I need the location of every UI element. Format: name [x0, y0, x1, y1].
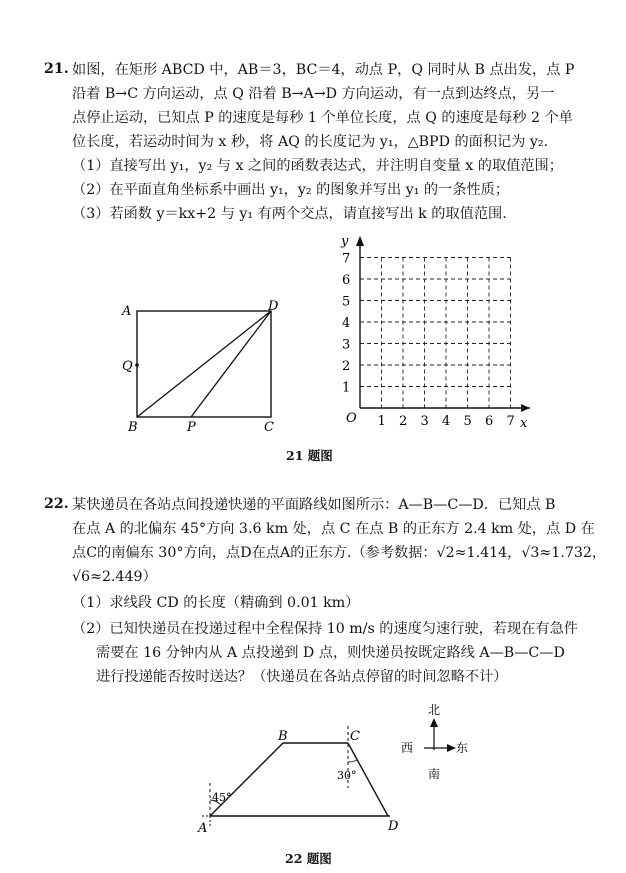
label-b: B	[128, 420, 138, 435]
y-tick-label: 6	[342, 273, 351, 288]
y-tick-label: 4	[342, 316, 351, 331]
q21-line-2: 沿着 B→C 方向运动，点 Q 沿着 B→A→D 方向运动，有一点到达终点，另一	[72, 86, 555, 102]
label-d: D	[268, 299, 279, 314]
q21-line-3: 点停止运动，已知点 P 的速度是每秒 1 个单位长度，点 Q 的速度是每秒 2 个单	[72, 110, 573, 126]
x-axis-label: x	[520, 416, 528, 431]
q21-caption: 21 题图	[286, 448, 333, 463]
x-tick-label: 1	[377, 414, 386, 429]
y-tick-label: 5	[342, 294, 351, 310]
label-a: A	[198, 821, 208, 836]
q21-part-2: （2）在平面直角坐标系中画出 y₁，y₂ 的图象并写出 y₁ 的一条性质；	[72, 182, 510, 198]
q22-part-2: （2）已知快递员在投递过程中全程保持 10 m/s 的速度匀速行驶，若现在有急件	[72, 621, 578, 637]
compass-rose	[396, 702, 476, 782]
angle-arc-c	[348, 760, 357, 762]
x-axis-arrow-icon	[521, 404, 530, 412]
angle-label-c: 30°	[337, 769, 357, 782]
point-q	[135, 363, 139, 367]
label-d: D	[388, 819, 399, 834]
label-c: C	[264, 420, 274, 435]
q22-part-2-cont-1: 需要在 16 分钟内从 A 点投递到 D 点，则快递员按既定路线 A—B—C—D	[96, 645, 565, 661]
angle-label-a: 45°	[212, 791, 232, 804]
compass-west-label: 西	[401, 741, 414, 755]
segment-ab	[210, 743, 283, 816]
compass-south-label: 南	[428, 767, 441, 781]
q22-line-2: 在点 A 的北偏东 45°方向 3.6 km 处，点 C 在点 B 的正东方 2.4 km 处，点 D 在	[72, 521, 595, 537]
q21-number: 21.	[44, 61, 69, 77]
y-axis-arrow-icon	[356, 236, 364, 246]
y-tick-label: 7	[342, 251, 351, 267]
label-c: C	[350, 729, 360, 744]
q22-line-1: 某快递员在各站点间投递快递的平面路线如图所示：A—B—C—D．已知点 B	[72, 497, 556, 513]
q22-route-figure	[190, 722, 420, 842]
x-tick-labels	[378, 414, 515, 429]
x-tick-label: 6	[485, 414, 494, 429]
label-a: A	[122, 304, 132, 319]
x-tick-label: 5	[463, 414, 472, 429]
x-tick-label: 3	[420, 414, 429, 429]
y-axis-label: y	[341, 234, 349, 249]
north-arrow-icon	[430, 718, 438, 727]
q22-number: 22.	[44, 496, 69, 512]
q22-line-4: √6≈2.449）	[72, 569, 157, 585]
q21-part-3: （3）若函数 y＝kx+2 与 y₁ 有两个交点，请直接写出 k 的取值范围.	[72, 206, 507, 222]
compass-north-label: 北	[428, 703, 441, 717]
y-tick-label: 1	[342, 380, 351, 396]
y-tick-labels	[342, 252, 350, 396]
q21-rectangle-figure	[110, 295, 290, 435]
label-q: Q	[122, 359, 133, 374]
q22-part-2-cont-2: 进行投递能否按时送达？（快递员在各站点停留的时间忽略不计）	[96, 669, 508, 685]
q22-caption: 22 题图	[285, 851, 332, 866]
q21-coordinate-grid	[335, 230, 535, 435]
compass-east-label: 东	[456, 741, 469, 755]
q22-line-3: 点C的南偏东 30°方向，点D在点A的正东方.（参考数据：√2≈1.414，√3≈1.732，	[72, 545, 607, 561]
y-tick-label: 3	[342, 337, 351, 353]
east-arrow-icon	[447, 744, 456, 752]
origin-label: O	[346, 411, 357, 426]
label-b: B	[278, 729, 288, 744]
q21-line-1: 如图，在矩形 ABCD 中，AB＝3，BC＝4，动点 P，Q 同时从 B 点出发，点 P	[72, 62, 575, 78]
x-tick-label: 2	[399, 414, 408, 429]
label-p: P	[187, 420, 196, 435]
segment-bd	[137, 311, 271, 417]
x-tick-label: 4	[442, 414, 451, 429]
q22-part-1: （1）求线段 CD 的长度（精确到 0.01 km）	[72, 595, 360, 611]
q21-line-4: 位长度，若运动时间为 x 秒，将 AQ 的长度记为 y₁，△BPD 的面积记为 y₂.	[72, 134, 549, 150]
x-tick-label: 7	[506, 414, 515, 429]
q21-part-1: （1）直接写出 y₁，y₂ 与 x 之间的函数表达式，并注明自变量 x 的取值范围；	[72, 158, 563, 174]
y-tick-label: 2	[342, 359, 351, 374]
grid-lines	[360, 258, 511, 409]
